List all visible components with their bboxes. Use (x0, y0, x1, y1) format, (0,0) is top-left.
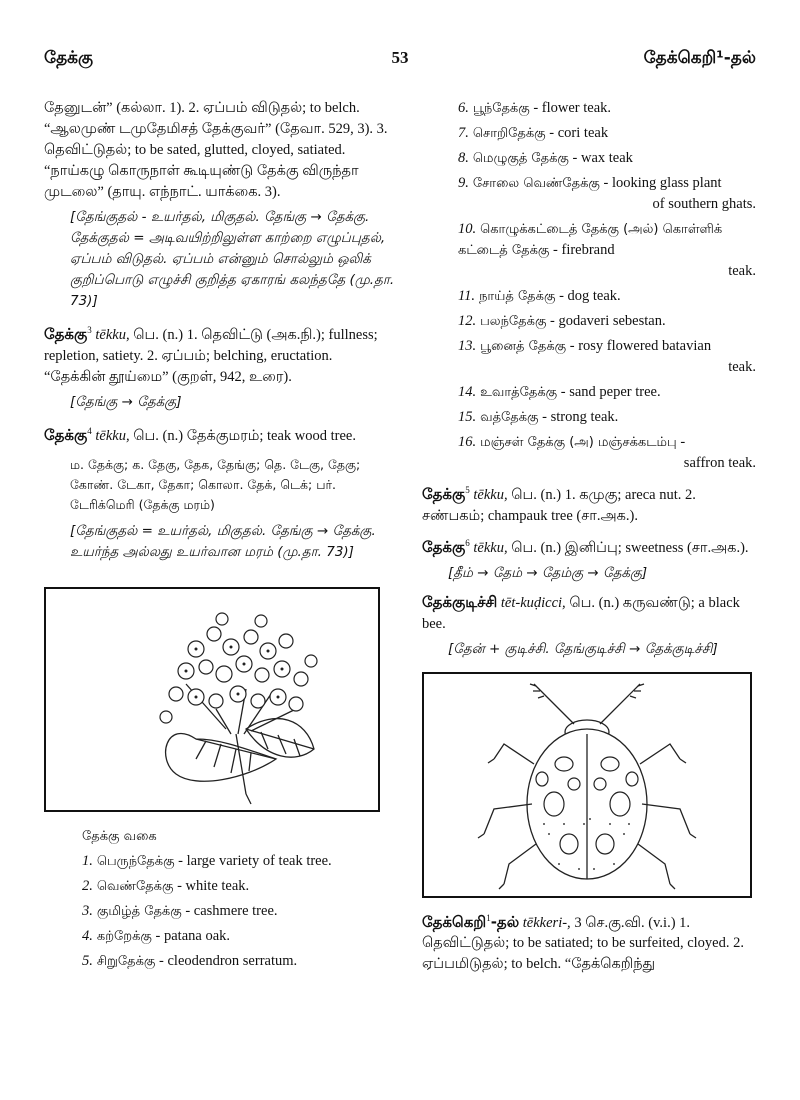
item-number: 2. (82, 877, 93, 894)
item-english-cont: of southern ghats. (652, 196, 756, 212)
item-english: - white teak. (177, 877, 250, 894)
item-number: 3. (82, 902, 93, 919)
item-english: - godaveri sebestan. (550, 313, 666, 329)
headword: தேக்கெறி (422, 912, 487, 931)
item-number: 6. (458, 100, 469, 116)
item-number: 15. (458, 409, 477, 425)
item-english: - rosy flowered batavian (569, 338, 712, 354)
list-item (458, 98, 756, 119)
item-number: 11. (458, 288, 476, 304)
item-number: 10. (458, 221, 477, 237)
item-number: 13. (458, 338, 477, 354)
cognates-note: ம. தேக்கு; க. தேகு, தேக, தேங்கு; தெ. டேகு, தேகு; கோண். டேகா, தேகா; கொலா. தேக், டெக்; பர். டேரிக்மெரி (தேக்கு மரம்) (70, 456, 361, 512)
item-number: 16. (458, 434, 477, 450)
teak-flower-illustration (44, 587, 380, 812)
list-item (458, 123, 756, 144)
headword: தேக்கு (422, 484, 466, 503)
etymology-note: [தீம் → தேம் → தேம்கு → தேக்கு] (448, 564, 648, 581)
etymology-note: [தேங்குதல் = உயர்தல், மிகுதல். தேங்கு → தேக்கு. உயர்ந்த அல்லது உயர்வான மரம் (மு.தா. 73)] (70, 522, 376, 560)
list-item (458, 219, 756, 282)
headword: தேக்கு (44, 324, 88, 343)
teak-branch-drawing (46, 589, 378, 810)
transliteration: tēkku, (95, 427, 130, 444)
transliteration: tēt-kuḍicci, (500, 594, 566, 611)
item-tamil: பூனைத் தேக்கு (480, 339, 567, 354)
dictionary-entry (44, 320, 396, 388)
dictionary-entry (422, 480, 756, 527)
list-item (458, 382, 756, 403)
definition: பெ. (n.) தேக்குமரம்; teak wood tree. (133, 427, 356, 444)
black-bee-illustration (422, 672, 752, 898)
item-tamil: உவாத்தேக்கு (480, 385, 558, 400)
headword-index: 5 (465, 485, 470, 495)
item-english: - cashmere tree. (185, 902, 278, 919)
item-english: - wax teak (572, 150, 633, 166)
page-number: 53 (391, 48, 409, 67)
item-tamil: பெருந்தேக்கு (96, 853, 175, 869)
teak-varieties-list-continued (422, 98, 756, 474)
item-number: 7. (458, 125, 469, 141)
list-item (458, 407, 756, 428)
dictionary-entry (44, 421, 396, 447)
list-item (82, 926, 396, 947)
item-english: - cleodendron serratum. (159, 952, 298, 969)
headword-index: 6 (465, 537, 470, 548)
headword: தேக்கு (422, 537, 466, 556)
item-tamil: மஞ்சள் தேக்கு (அ) மஞ்சக்கடம்பு (480, 435, 677, 450)
list-item (458, 173, 756, 215)
list-item (458, 286, 756, 307)
item-tamil: கொழுக்கட்டைத் தேக்கு (அல்) கொள்ளிக் கட்டைத் தேக்கு (458, 222, 723, 258)
item-tamil: நாய்த் தேக்கு (479, 289, 556, 304)
item-number: 5. (82, 952, 93, 969)
transliteration: tēkku, (473, 486, 508, 503)
list-item (458, 432, 756, 474)
item-number: 1. (82, 852, 93, 869)
list-item (458, 336, 756, 378)
headword: தேக்குடிச்சி (422, 592, 498, 611)
item-english-cont: teak. (728, 263, 756, 279)
transliteration: tēkku, (95, 326, 130, 343)
item-tamil: பூந்தேக்கு (472, 101, 530, 116)
item-english: - sand peper tree. (560, 384, 661, 400)
item-english: - (680, 434, 686, 450)
item-english: - dog teak. (559, 288, 621, 304)
item-english: - patana oak. (155, 927, 231, 944)
definition: பெ. (n.) 1. தெவிட்டு (அக.நி.); fullness; repletion, satiety. 2. ஏப்பம்; belching, eructation. “தேக்கின் தூய்மை” (குறள், 942, உரை). (44, 326, 378, 385)
dictionary-entry (422, 533, 756, 559)
list-item (458, 148, 756, 169)
header-right-word: தேக்கெறி¹-தல் (643, 48, 756, 68)
headword: தேக்கு (44, 425, 88, 444)
definition: பெ. (n.) கருவண்டு; a black bee. (422, 594, 740, 632)
item-tamil: வெண்தேக்கு (96, 878, 174, 894)
definition: பெ. (n.) இனிப்பு; sweetness (சா.அக.). (511, 539, 749, 556)
item-tamil: வத்தேக்கு (480, 410, 539, 425)
item-tamil: சோலை வெண்தேக்கு (472, 176, 600, 191)
item-tamil: மெழுகுத் தேக்கு (472, 151, 569, 166)
headword-index: 1 (486, 912, 491, 923)
item-tamil: பலந்தேக்கு (480, 314, 547, 329)
right-column (422, 98, 756, 979)
item-tamil: சொறிதேக்கு (472, 126, 546, 141)
item-number: 4. (82, 927, 93, 944)
headword-suffix: -தல் (490, 912, 520, 931)
list-item (82, 851, 396, 872)
definition: பெ. (n.) 1. கமுகு; areca nut. 2. சண்பகம்; champauk tree (சா.அக.). (422, 486, 696, 524)
beetle-drawing (424, 674, 750, 896)
item-number: 14. (458, 384, 477, 400)
etymology-note: [தேங்குதல் - உயர்தல், மிகுதல். தேங்கு → தேக்கு. தேக்குதல் = அடிவயிற்றிலுள்ள காற்றை எழுப்புதல், ஏப்பம் விடுதல். ஏப்பம் என்னும் சொல்லும் ஒலிக் குறிப்பொடு எழுச்சி குறித்த ஏகாரங் கலந்ததே (மு.தா. 73)] (70, 209, 395, 309)
dictionary-entry (422, 908, 756, 976)
page-header (44, 48, 756, 78)
item-english: - large variety of teak tree. (178, 852, 332, 869)
entry-continuation: தேனுடன்” (கல்லா. 1). 2. ஏப்பம் விடுதல்; to belch. “ஆலமுண் டமுதேமிசத் தேக்குவர்” (தேவா. 529, 3). 3. தெவிட்டுதல்; to be sated, glutted, cloyed, satiated. “நாய்கழு கொருநாள் கூடியுண்டு தேக்கு விருந்தா முடலை” (தாயு. எந்நாட். யாக்கை. 3). (44, 100, 388, 200)
dictionary-entry (422, 592, 756, 635)
item-tamil: கற்றேக்கு (96, 928, 152, 944)
item-number: 12. (458, 313, 477, 329)
teak-varieties-list (44, 851, 396, 972)
item-english-cont: saffron teak. (683, 455, 756, 471)
list-item (82, 951, 396, 972)
item-english-cont: teak. (728, 359, 756, 375)
item-tamil: சிறுதேக்கு (96, 953, 156, 969)
left-column (44, 98, 396, 976)
item-tamil: குமிழ்த் தேக்கு (96, 903, 182, 919)
definition: 3 செ.கு.வி. (v.i.) 1. தெவிட்டுதல்; to be satiated; to be surfeited, cloyed. 2. ஏப்பமிடுதல்; to belch. “தேக்கெறிந்து (422, 914, 744, 973)
list-item (458, 311, 756, 332)
etymology-note: [தேங்கு → தேக்கு] (70, 393, 182, 410)
headword-index: 4 (87, 425, 92, 436)
list-item (82, 901, 396, 922)
headword-index: 3 (87, 325, 92, 335)
item-english: - strong teak. (542, 409, 619, 425)
item-number: 9. (458, 175, 469, 191)
item-english: - flower teak. (533, 100, 612, 116)
header-left-word: தேக்கு (44, 48, 94, 68)
item-english: - firebrand (553, 242, 615, 258)
transliteration: tēkkeri-, (522, 914, 571, 931)
item-english: - looking glass plant (603, 175, 722, 191)
list-item (82, 876, 396, 897)
item-english: - cori teak (549, 125, 609, 141)
varieties-heading: தேக்கு வகை (82, 828, 157, 844)
etymology-note: [தேன் + குடிச்சி. தேங்குடிச்சி → தேக்குடிச்சி] (448, 640, 718, 657)
transliteration: tēkku, (473, 539, 508, 556)
item-number: 8. (458, 150, 469, 166)
